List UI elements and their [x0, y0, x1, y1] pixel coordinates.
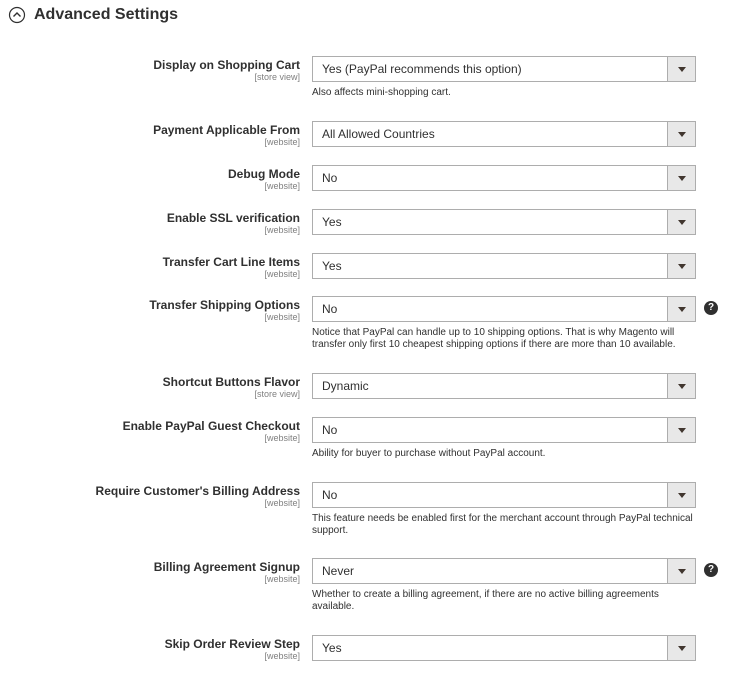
transfer-shipping-options-select[interactable] — [312, 296, 696, 322]
help-icon[interactable]: ? — [704, 301, 718, 315]
payment-applicable-from-select[interactable] — [312, 121, 696, 147]
field-label: Enable SSL verification — [166, 211, 300, 225]
dropdown-arrow-button[interactable] — [667, 122, 695, 146]
field-note: This feature needs be enabled first for the merchant account through PayPal technical support. — [312, 513, 693, 536]
field-label-block — [0, 255, 300, 280]
scope-label: [website] — [264, 498, 300, 508]
field-note: Notice that PayPal can handle up to 10 shipping options. That is why Magento will transfer only first 10 cheapest shipping options if there are more than 10 available. — [312, 327, 676, 350]
field-label: Display on Shopping Cart — [153, 58, 300, 72]
field-label: Require Customer's Billing Address — [95, 484, 300, 498]
scope-label: [store view] — [254, 389, 300, 399]
field-label-block — [0, 419, 300, 444]
select-value: Never — [322, 564, 355, 578]
field-label: Billing Agreement Signup — [153, 560, 300, 574]
caret-down-icon — [678, 307, 686, 312]
scope-label: [website] — [264, 651, 300, 661]
field-note: Ability for buyer to purchase without PayPal account. — [312, 448, 546, 459]
field-label-block — [0, 123, 300, 148]
dropdown-arrow-button[interactable] — [667, 254, 695, 278]
select-value: Yes (PayPal recommends this option) — [322, 62, 522, 76]
field-label-block — [0, 298, 300, 323]
transfer-cart-line-items-select[interactable] — [312, 253, 696, 279]
select-value: No — [322, 302, 338, 316]
field-note: Also affects mini-shopping cart. — [312, 87, 451, 98]
dropdown-arrow-button[interactable] — [667, 636, 695, 660]
field-label: Debug Mode — [228, 167, 300, 181]
select-value: All Allowed Countries — [322, 127, 435, 141]
debug-mode-select[interactable] — [312, 165, 696, 191]
dropdown-arrow-button[interactable] — [667, 297, 695, 321]
select-value: Yes — [322, 215, 342, 229]
select-value: Dynamic — [322, 379, 369, 393]
help-icon[interactable]: ? — [704, 563, 718, 577]
caret-down-icon — [678, 176, 686, 181]
shortcut-buttons-flavor-select[interactable] — [312, 373, 696, 399]
scope-label: [website] — [264, 225, 300, 235]
dropdown-arrow-button[interactable] — [667, 418, 695, 442]
field-label-block — [0, 58, 300, 83]
require-customers-billing-address-select[interactable] — [312, 482, 696, 508]
scope-label: [website] — [264, 433, 300, 443]
caret-down-icon — [678, 569, 686, 574]
enable-paypal-guest-checkout-select[interactable] — [312, 417, 696, 443]
field-label-block — [0, 167, 300, 192]
caret-down-icon — [678, 428, 686, 433]
scope-label: [website] — [264, 574, 300, 584]
field-label: Transfer Cart Line Items — [162, 255, 300, 269]
dropdown-arrow-button[interactable] — [667, 559, 695, 583]
scope-label: [website] — [264, 269, 300, 279]
section-title: Advanced Settings — [34, 6, 179, 23]
collapse-chevron-up-icon[interactable] — [8, 6, 26, 24]
field-note: Whether to create a billing agreement, if there are no active billing agreements available. — [312, 589, 659, 612]
field-label: Payment Applicable From — [153, 123, 300, 137]
field-label: Transfer Shipping Options — [149, 298, 300, 312]
field-label-block — [0, 484, 300, 509]
scope-label: [website] — [264, 137, 300, 147]
select-value: No — [322, 488, 338, 502]
caret-down-icon — [678, 646, 686, 651]
caret-down-icon — [678, 384, 686, 389]
billing-agreement-signup-select[interactable] — [312, 558, 696, 584]
select-value: No — [322, 423, 338, 437]
dropdown-arrow-button[interactable] — [667, 483, 695, 507]
field-label: Skip Order Review Step — [164, 637, 300, 651]
field-label: Enable PayPal Guest Checkout — [122, 419, 300, 433]
dropdown-arrow-button[interactable] — [667, 374, 695, 398]
field-label-block — [0, 375, 300, 400]
scope-label: [store view] — [254, 72, 300, 82]
enable-ssl-verification-select[interactable] — [312, 209, 696, 235]
select-value: Yes — [322, 641, 342, 655]
field-label-block — [0, 560, 300, 585]
dropdown-arrow-button[interactable] — [667, 57, 695, 81]
field-label-block — [0, 211, 300, 236]
field-label-block — [0, 637, 300, 662]
display-on-shopping-cart-select[interactable] — [312, 56, 696, 82]
dropdown-arrow-button[interactable] — [667, 166, 695, 190]
select-value: No — [322, 171, 338, 185]
caret-down-icon — [678, 493, 686, 498]
scope-label: [website] — [264, 312, 300, 322]
caret-down-icon — [678, 132, 686, 137]
skip-order-review-step-select[interactable] — [312, 635, 696, 661]
caret-down-icon — [678, 264, 686, 269]
scope-label: [website] — [264, 181, 300, 191]
caret-down-icon — [678, 220, 686, 225]
caret-down-icon — [678, 67, 686, 72]
select-value: Yes — [322, 259, 342, 273]
dropdown-arrow-button[interactable] — [667, 210, 695, 234]
section-header-advanced-settings[interactable] — [8, 3, 178, 27]
field-label: Shortcut Buttons Flavor — [162, 375, 300, 389]
